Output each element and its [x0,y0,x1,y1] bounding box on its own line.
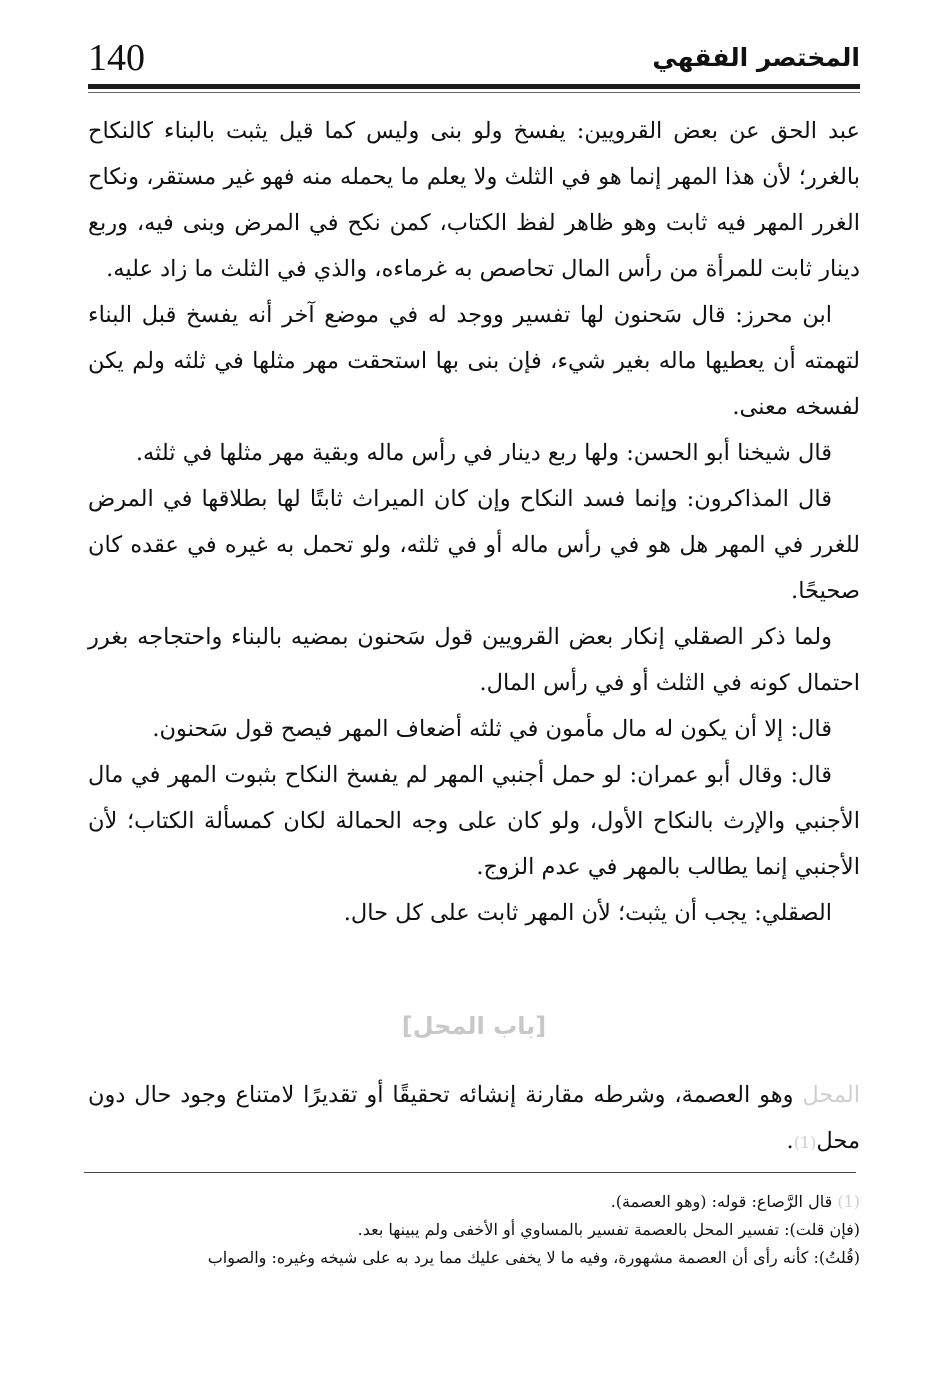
paragraph: الصقلي: يجب أن يثبت؛ لأن المهر ثابت على كل حال. [343,900,832,926]
definition-text: وهو العصمة، وشرطه مقارنة إنشائه تحقيقًا أو تقديرًا لامتناع وجود حال دون محل [88,1082,860,1154]
footnote-reference: (1) [793,1133,817,1152]
footnote-marker: (1) [837,1192,860,1211]
footnote-text: قال الرَّصاع: قوله: (وهو العصمة). [610,1192,838,1211]
header-rule-thick [88,84,860,89]
footnotes [88,1188,860,1272]
footnote-line: (قُلتُ): كأنه رأى أن العصمة مشهورة، وفيه ما لا يخفى عليك مما يرد به على شيخه وغيره: والصواب [207,1248,860,1267]
paragraph: ولما ذكر الصقلي إنكار بعض القرويين قول سَحنون بمضيه بالبناء واحتجاجه بغرر احتمال كونه في الثلث أو في رأس المال. [88,624,860,696]
paragraph: عبد الحق عن بعض القرويين: يفسخ ولو بنى وليس كما قيل يثبت بالبناء كالنكاح بالغرر؛ لأن هذا المهر إنما هو في الثلث ولا يعلم ما يحمله منه فهو غير مستقر، ونكاح الغرر المهر فيه ثابت وهو ظاهر لفظ الكتاب، كمن نكح في المرض وبنى فيه، وربع دينار ثابت للمرأة من رأس المال تحاصص به غرماءه، والذي في الثلث ما زاد عليه. [88,118,860,282]
paragraph: ابن محرز: قال سَحنون لها تفسير ووجد له في موضع آخر أنه يفسخ قبل البناء لتهمته أن يعطيها ماله بغير شيء، فإن بنى بها استحقت مهر مثلها في ثلثه ولم يكن لفسخه معنى. [88,302,860,420]
page-number: 140 [88,37,145,79]
definition-lead-term: المحل [802,1082,860,1108]
paragraph: قال شيخنا أبو الحسن: ولها ربع دينار في رأس ماله وبقية مهر مثلها في ثلثه. [135,440,832,466]
paragraph: قال: وقال أبو عمران: لو حمل أجنبي المهر لم يفسخ النكاح بثبوت المهر في مال الأجنبي والإرث بالنكاح الأول، ولو كان على وجه الحمالة لكان كمسألة الكتاب؛ لأن الأجنبي إنما يطالب بالمهر في عدم الزوج. [88,762,860,880]
paragraph: قال: إلا أن يكون له مال مأمون في ثلثه أضعاف المهر فيصح قول سَحنون. [152,716,832,742]
paragraph: قال المذاكرون: وإنما فسد النكاح وإن كان الميراث ثابتًا لها بطلاقها في المرض للغرر في المهر هل هو في رأس ماله أو في ثلثه، ولو تحمل به غيره في عقده كان صحيحًا. [88,486,860,604]
body-text [88,108,860,936]
running-title: المختصر الفقهي [652,43,860,72]
header-rule-thin [88,92,860,93]
footnote-line: (فإن قلت): تفسير المحل بالعصمة تفسير بالمساوي أو الأخفى ولم يبينها بعد. [357,1220,860,1239]
page-header [88,36,860,80]
chapter-heading: [باب المحل] [401,1012,547,1040]
definition-paragraph [88,1072,860,1166]
footnote-divider [84,1172,856,1173]
definition-end: . [786,1128,794,1154]
footnote-line [88,1188,860,1216]
